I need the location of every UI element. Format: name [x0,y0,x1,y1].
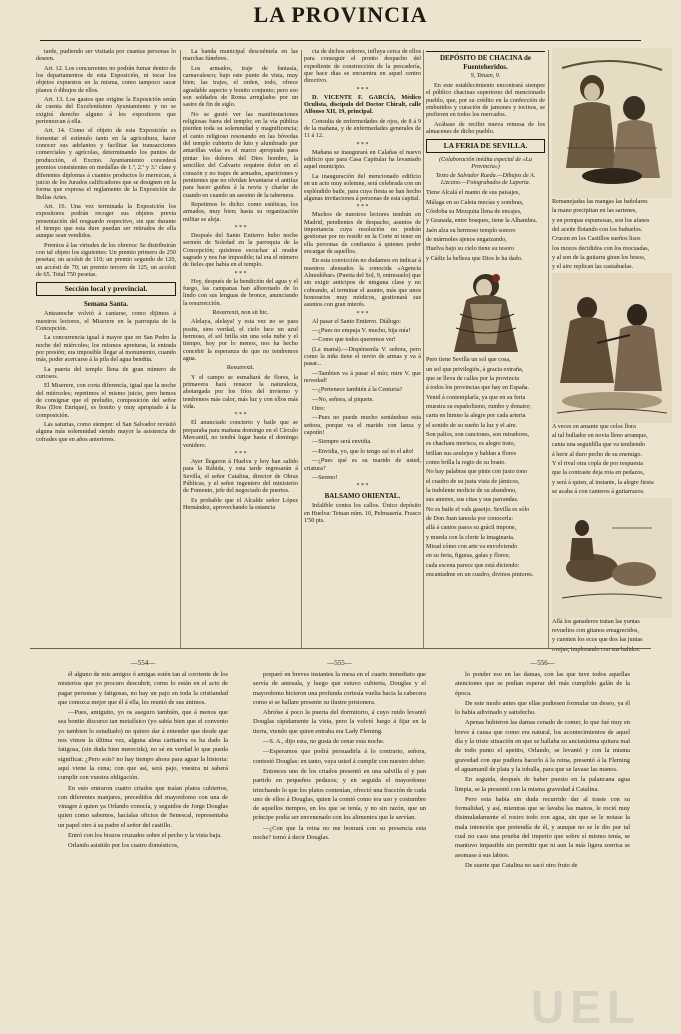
caption-line: ovejas, implorando con sus balidos. [552,645,641,653]
paragraph: —Como que todos queremos ver! [312,336,396,344]
paragraph: Muchos de nuestros lectores tendrán en Madrid, pendientes de despacho, asuntos de importancia cuya resolución no podrán gestionar por no residir en la Corte ni tener en ella personas de confianza á quienes poder encargar de aquellos. [304,211,421,255]
paragraph: El Miserere, con corta diferencia, igual que la noche del miércoles; repetimos el mismo juicio, pero hemos de consignar que el preludio, composición del señor Roa (Don Enrique), es bonito y muy apropiado á la composición. [36,382,176,419]
advert-heading: BALSAMO ORIENTAL. [324,492,401,501]
separator-stars: * * * [234,270,247,277]
column-4 [426,48,545,648]
verse-line: el sonido de su sueño la luz y el aire. [426,421,518,429]
verse-line: carta en himno la alegre por cada arteria [426,412,526,420]
column-1 [36,48,176,648]
paragraph: Repetimos lo dicho: como estéticas, los armados, muy bien; hasta su organización militar se aleja. [183,200,298,223]
paragraph: Art. 16. Una vez terminada la Exposición los expositores podrán recoger sus objetos previa presentación del resguardo respectivo, sin que durante el tiempo que esta dure puedan ser retirados de ella aunque sean vendidos. [36,202,176,240]
masthead-rule [40,40,641,41]
verse-line: y Granada, entre bosques, tiene la Alhambra. [426,217,538,225]
verse-line: en su feria, figuras, galas y flores; [426,552,510,560]
verse-line: á todos los provincias que hay en España. [426,384,530,392]
verse-line: Córdoba su Mezquita llena de encajes, [426,208,522,216]
verse-line: y mueda con la clerte la imaginaria. [426,533,515,541]
separator-stars: * * * [356,204,369,211]
caption-line: Allá los ganaderos tratan las yuntas [552,617,640,625]
separator-stars: * * * [234,450,247,457]
separator-stars: * * * [356,141,369,148]
page-number: —555— [327,659,352,667]
paragraph: —¿Pues no empuja V. mucho, hija mía! [312,327,411,334]
paragraph: Apenas hubieron las damas cenado de comer, lo que fué muy en breve á causa que como era natural, los acontecimientos de aquel día y la triste situación en que se hallaba su ancianísima quitara mal de todo punto el apetito, Orlando, se levantó y con la misma gravedad con que pudiera hacerlo á la reina, presentó á la Fleming el aguamanil de plata y la toballa, para que se lavase las manos. [455,719,630,773]
feuilleton-page-555 [253,658,426,1024]
paragraph: Abrióse á poco la puerta del dormitorio, á cuyo ruido levantó Douglas rápidamente la vista, pero la volvió luego á fijar en la tierra, viendo que quien entraba era Lady Fleming. [253,709,426,735]
verse-line: muestra su españolismo, rumbo y donaire; [426,402,531,410]
paragraph: Resurrexit. [226,364,255,372]
paragraph: él alguno de mis amigos ó amigas estén tan al corriente de los misterios que yo procuro descubrir, como lo están en el acto de pagar personas y fatigosas, no hay un pajo en toda la cristiandad que conozca mejor que él á ella, les reunió de sus ánimos. [58,671,228,706]
verse-line: Pero tiene Sevilla un sol que cosa, [426,356,511,364]
paragraph: Otro: [312,405,326,413]
paragraph: —Tambien va á pasar el mío; mire V. que novedad! [304,369,421,385]
paragraph: No se gustó ver las manifestaciones religiosas fuera del templo; en la vía pública pierden toda su solemnidad y magnificencia; el canto religioso resonando en las bóvedas del templo cubierto de luto y alumbrado por amarillas velas es el marco apropiado para pintar los dolores del Dios hombre, la sencillez del Calvario requiere dolor en el corazón y no trajes de armados, apariciones y penitentes que no olvidan levantarse el antifaz para hacer guiños á la novia y charlar de cuando en cuando un asesino de la tabernera. [183,110,298,199]
verse-line: un sol que privilegiós, á gracia extraña, [426,365,524,373]
paragraph: En este establecimiento encontrará siempre el público chacinas superiores del mencionado pueblo, que, por su crédito en la confección de embutidos y curación de jamones y tocinos, se prefieren en todos los mercados. [426,82,545,119]
verse-line: Mirad cómo con arte va envolviendo [426,543,518,551]
paragraph: En esto entraron cuatro criados que traían platos cubiertos, con diferentes manjares, precedidos del mayordomo con una de vinagre á quien ya Orlando conocía, y seguidos de Jorge Douglas quien como sabemos, hacíalas oficios de Senescal, representaba un papel otro á su padre el señor del castillo. [58,784,228,829]
illustration-fritters [552,48,672,198]
feature-title: LA FERIA DE SEVILLA. [426,139,545,153]
column-divider [423,50,424,648]
caption-line: revueltos con gitanos emagrecidos, [552,626,639,634]
column-5 [552,48,672,653]
fold-divider [30,648,651,649]
advert-heading: D. VICENTE F. GARCÍA, Médico Oculista, discípulo del Doctor Chiralt, calle Alfonso XII, 19, principal. [304,93,421,116]
paragraph: Resurrexit, non sit hic. [212,309,269,316]
paragraph: Entró con los brazos cruzados sobre el pecho y la vista baja. [68,832,222,840]
caption-line: los mozos decididos con los mocuadas, [552,244,650,252]
column-3 [304,48,421,648]
paragraph: Hoy, después de la bendición del agua y el fuego, las campanas han alborotado de lo lindo con sus lenguas de bronce, anunciando la resurrección. [183,277,298,307]
paragraph: Orlando asistido por los cuatro domésticos, [68,842,179,850]
verse-line: la indolente molicie de su abandono, [426,486,517,494]
paragraph: Art. 13. Los gastos que origine la Exposición serán de cuenta del Excelentísimo Ayuntamiento y no se exigirá derecho alguno á los expositores que pertenezcan á ella. [36,96,176,126]
feuilleton-page-554 [58,658,228,1024]
verse-line: brillan sus azulejos y hablan a flores [426,449,517,457]
caption-line: canta una seguidilla que va tendiendo [552,441,645,449]
paragraph: —No, señora, al piquete. [312,395,374,403]
paragraph: tarde, pudiendo ser visitada por cuantas personas lo deseen. [36,48,176,63]
verse-line: el cuadro de su justa vista de jámicos, [426,477,520,485]
section-header: Sección local y provincial. [36,282,176,296]
caption-line: se acaba á con canteros á guitarrazos. [552,488,645,496]
section-subheader: Semana Santa. [83,300,129,309]
paragraph: La inauguración del mencionado edificio en un acto muy solemne, será celebrada con un espléndido baile, para cuya fiesta se han hecho algunas invitaciones á personas de esta capital. [304,172,421,202]
advert-heading: DEPÓSITO DE CHACINA de Fuenteheridos. [426,51,545,72]
paragraph: cia de dichos señores, influya cerca de ellos para conseguir el pronto despacho del expediente de construcción de la pescadería, que hace días se encuentra en aquel centro directivo. [304,48,421,85]
verse-line: y Cádiz la belleza que Dios le ha dado. [426,254,523,262]
page-number: —556— [530,659,555,667]
paragraph: El anunciado concierto y baile que se preparaba para mañana domingo en el Círculo Mercantil, no tendrá lugar hasta el domingo venidero. [183,419,298,449]
paragraph: Alelaya, alelaya! y esta vez no se para posits, sino verdad, el cielo luce un azul hermoso, el sol brilla sin una sola nube y el tiempo, hoy por lo menos, nos ha hecho concebir la esperanza de que no tendremos agua. [183,318,298,363]
paragraph: De suerte que Catalina no sacó otro fruto de [465,861,578,869]
paragraph: Infalible contra los callos. Único depósito en Huelva: Tetuan núm. 10, Pelmasería. Frasco 1'50 pts. [304,502,421,524]
feuilleton-page-556 [455,658,630,1024]
column-divider [301,50,302,648]
paragraph: Premios á las virtudes de los obreros: Se distribuirán con tal objeto los siguientes: Un premio primero de 250 pesetas; un accésit de 110; un premio segundo de 120, un accésit de 70; un premio tercero de 125, un accésit de 65. Total 750 pesetas. [36,241,176,278]
paragraph: Art. 12. Los concurrentes no podrán fumar dentro de los departamentos de esta Exposición, ni tocar los objetos expuestos en la misma, como tampoco sacar planos ó dibujos de ellos. [36,64,176,94]
paragraph: Es probable que el Alcalde señor López Hernández, aprovechando la estancia [183,496,298,511]
separator-stars: * * * [234,412,247,419]
separator-stars: * * * [356,86,369,93]
masthead [0,0,681,50]
illustration-livestock [552,498,672,618]
masthead-title: LA PROVINCIA [253,2,428,27]
paragraph: —Esperamos que podrá persuadirla á lo contrario, señora, contestó Douglas: en tanto, vaya usted á cumplir con nuestro deber. [253,748,426,765]
column-divider [548,50,549,648]
caption-line: Remanejadas las mangas las bañolares [552,198,648,205]
separator-stars: * * * [356,310,369,317]
caption-line: á herir al duro pecho de su enemigo. [552,450,643,458]
paragraph: Mañana se inaugurará en Calañas el nuevo edificio que para Casa Capitular ha levantado aquel municipio. [304,148,421,171]
caption-line: y el aire replican las castañuelas. [552,263,634,271]
paragraph: Consulta de enfermedades de ojos, de 8 á 9 de la mañana, y de enfermedades generales de 11 á 12. [304,117,421,140]
paragraph: Anteanoche volvió á cantarse, como dijimos á nuestros lectores, el Miserere en la parroquia de la Concepción. [36,310,176,332]
verse-line: No es baile el vals gaseijo. Sevilla es sólo [426,505,530,513]
paragraph: Las saturias, como siempre: el San Salvador revistió alguna más solemnidad siendo mayor la asistencia de cofrades que en años anteriores. [36,421,176,443]
verse-line: de Don Juan tanosla por conocerla: [426,515,514,522]
paragraph: Ayer llegaron á Huelva y hoy han salido para la Rábida, y esta tarde regresarán á Sevilla, el señor Catalina, director de Obras Públicas, y el señor ingeniero del ministerio de Fomento, jefe del negociado de puertos. [183,457,298,495]
paragraph: —Sereno! [312,473,338,481]
separator-stars: * * * [356,483,369,490]
verse-line: Málaga en su Caleta mecías y sombras, [426,198,524,206]
caption-line: que la contraste deja rota en pedazos, [552,469,645,477]
paragraph: Pero esta había sin duda recurrido dar al traste con su formalidad, y así, mientras que se lavaba las manos, le roció muy disimuladamente el rostro todo con agua, sin que se le notase la mala intención que pretendía de él, y aunque no se le dio por tal cual no caso una prueba del imperio que sobre sí mismo tenía, se mantuvo impasible sin permitir que ni aun la más ligera sonrisa se asomase á sus labios. [455,795,630,859]
caption-line: al tal bullador en novia lleno arranque, [552,432,648,440]
feature-subtitle: (Colaboración inédita especial de «La Provincia») [439,157,532,171]
caption-line: y en pompas espumosas, son los afanes [552,216,650,224]
paragraph: —¿Pues qué es su marido de usted, criatura? [304,457,421,472]
verse-line: encantadme en un cuadro, divinos pintores. [426,571,534,579]
paragraph: De este modo antes que ellas pudiesen formular un deseo, ya él lo había adivinado y satisfecho. [455,699,630,717]
column-2 [183,48,298,648]
paragraph: preparó en breves instantes la mesa en el cuarto inmediato que servía de antesala, y luego que estuvo cubierta, Douglas y el mayordomo hicieron una profunda cortesía vuelta hacia la cabecera como si se hallare presente su ilustre prisionera. [253,671,426,706]
caption-line: la mano precipitan en las sartenes, [552,207,637,215]
paragraph: lo ponder eso en las damas, con las que tuve todos aquellas atenciones que se podían esperar del más cumplido galán de la época. [455,671,630,697]
verse-line: Son palios, son canciones, son miradores, [426,430,530,438]
paragraph: —S. A., dijo esta, no gusta de cenar esta noche. [263,738,385,746]
verse-line: como brilla la regio de su boato. [426,458,506,466]
caption-line: y será á quien, al instante, la alegre fiesta [552,478,654,486]
verse-line: que se lleva de calles por la provincia [426,374,519,382]
library-watermark: UEL [531,981,641,1033]
paragraph: La banda municipal descuéntela en las marchas fúnebres. [183,48,298,63]
paragraph: Después del Santo Entierro hubo noche sermón de Soledad en la parroquia de la Concepción; quisimos escuchar al orador sagrado y nos fue imposible; tal era el número de fieles que había en el templo. [183,231,298,269]
paragraph: Los armados, traje de fantasía, carnavalesco; bajo este punto de vista, muy bien; las trajes, el orden, todo, ofrece agradable aspecto y bonito conjunto; pero eso son soldados de Roma arreglados por un sastre de fin de siglo. [183,64,298,109]
caption-line: Crucen en los Castillos sueños lisos [552,235,641,243]
paragraph: Al pasar el Santo Entierro. Diálogo: [312,317,402,325]
verse-line: sus amores, sus citas y sus parrandas. [426,496,519,504]
paragraph: —Envidia, yo, que lo tengo así to el año! [312,447,414,455]
verse-line: es chachara morisca, es alegre trato, [426,440,516,448]
illustration-dancers [552,273,672,423]
verse-line: Tiene Alcalá el manto de sus paisajes, [426,189,520,197]
verse-line: de mármoles ajenos engarzando, [426,236,507,244]
verse-line: Huelva bajo su cielo tiene su tesoro [426,245,514,253]
caption-line: y al son de la guitarra giran los besos, [552,254,646,262]
advert-address: 9, Tetuan, 9. [470,73,501,79]
illustration-woman [426,264,545,356]
caption-line: Y el rival otra copla de por respuesta [552,460,643,468]
caption-line: A veces en amante que celos llora [552,422,636,430]
page-number: —554— [130,659,156,667]
paragraph: (La mamá).—Dispénsenla V. señora, pero como la niña tiene el novio de armas y va á pasar... [304,345,421,368]
paragraph: En seguida, después de haber puesto en la palancana agua limpia, se la presentó con la misma gravedad á Catalina. [455,776,630,793]
caption-line: del aceite flotando con los buñuelos. [552,226,643,234]
verse-line: No hay palabras que pinte con justo tono [426,468,528,476]
paragraph: La concurrencia igual á mayor que en San Pedro la noche del miércoles; los mismos apreturas, la entrada por presión; era imposible llegar al monumento, cuando más, poder acercarse á la pila del agua bendita. [36,334,176,364]
paragraph: —¿Con que la reina no me honrará con su presencia esta noche? tornó á decir Douglas. [253,824,426,842]
paragraph: —Siempre será envidia. [312,438,372,446]
paragraph: Acábase de recibir nueva remesa de los almacenes de dicho pueblo. [426,120,545,136]
verse-line: Venid á contemplarla, ya que en su feria [426,393,526,401]
verse-line: allá á cantos pasos su grácil impone, [426,524,517,532]
paragraph: —Pues, amiguito, yo os aseguro también, que á menos que sea bonito discurso tan metafísico (yo sabía bien que el convento yo tambien lo estudiado) no quiero dar á entender que desde que nos vimos la última vez, alguna alma caritativa os ha dado la fatigosa, (sin duda bien merecida), no sé en verdad lo que pueda significar. ¿Pero sois? no hay tiempo ahora para aguar la historia: aquí viene la cena; con que así, será pajo, vuestra ni saberá cumplir con vuestra obligación. [58,709,228,782]
feature-credit: Texto de Salvador Rueda.—Dibujos de A. Lizcano.—Fotograbados de Laporta. [435,173,536,187]
caption-line: y cuenten los ecos que dos las juntas [552,636,643,644]
paragraph: Y el campo se esmaltará de flores, la primavera hará renacer la naturaleza, abotargada por los fríos del invierno y tendremos más calor, más luz y con ellos más vida. [183,373,298,411]
verse-line: Jaén alza su hermoso templo sonoro [426,226,516,234]
paragraph: —¿Pertenece también á la Centuria? [312,386,403,394]
paragraph: En esta convicción no dudamos en indicar á nuestros abonados la conocida «Agencia Almodóbar» (Puerta del Sol, 9, entresuelo) que sin exigir anticipos de ninguna clase y no cobrando, al terminar el asunto, más que unos honorarios muy módicos, gestionará sus asuntos con gran interés. [304,257,421,309]
verse-line: cada escena parece que está diciendo: [426,561,520,569]
separator-stars: * * * [234,224,247,231]
paragraph: Art. 14. Como el objeto de esta Exposición es fomentar el estímulo tanto en la agricultura, hacer conocer sus adelantos y facilitar las transacciones comerciales y agrícolas, determinando los puntos de producción, el Excmo. Ayuntamiento concederá premios consistentes en medallas de 1.ª, 2.ª y 3.ª clase y diferentes diplomas á cuantos productos lo merezcan, á juicio de los Jurados calificadores que se designen en la forma que expresa el reglamento de la Exposición de Bellas Artes. [36,127,176,201]
column-divider [180,50,181,648]
paragraph: —Pues no puede mucho sentándose esta señora, porque va el marido con lanza y capotín! [304,414,421,437]
paragraph: Entonces uno de los criados presentó en una salvilla el y pan partido en pequeños pedazos; y en seguida el mayordomo trinchando lo que los platos contenían, ofreció una fracción de cada uno de ellos á Douglas, quien la comió como era uso y costumbre de aquellos tiempos, en los que se tenía, y no sin razón, que un príncipe podía ser envenenado con los alimentos que le servían. [253,767,426,822]
paragraph: La puerta del templo llena de gran número de curiosos. [36,365,176,381]
